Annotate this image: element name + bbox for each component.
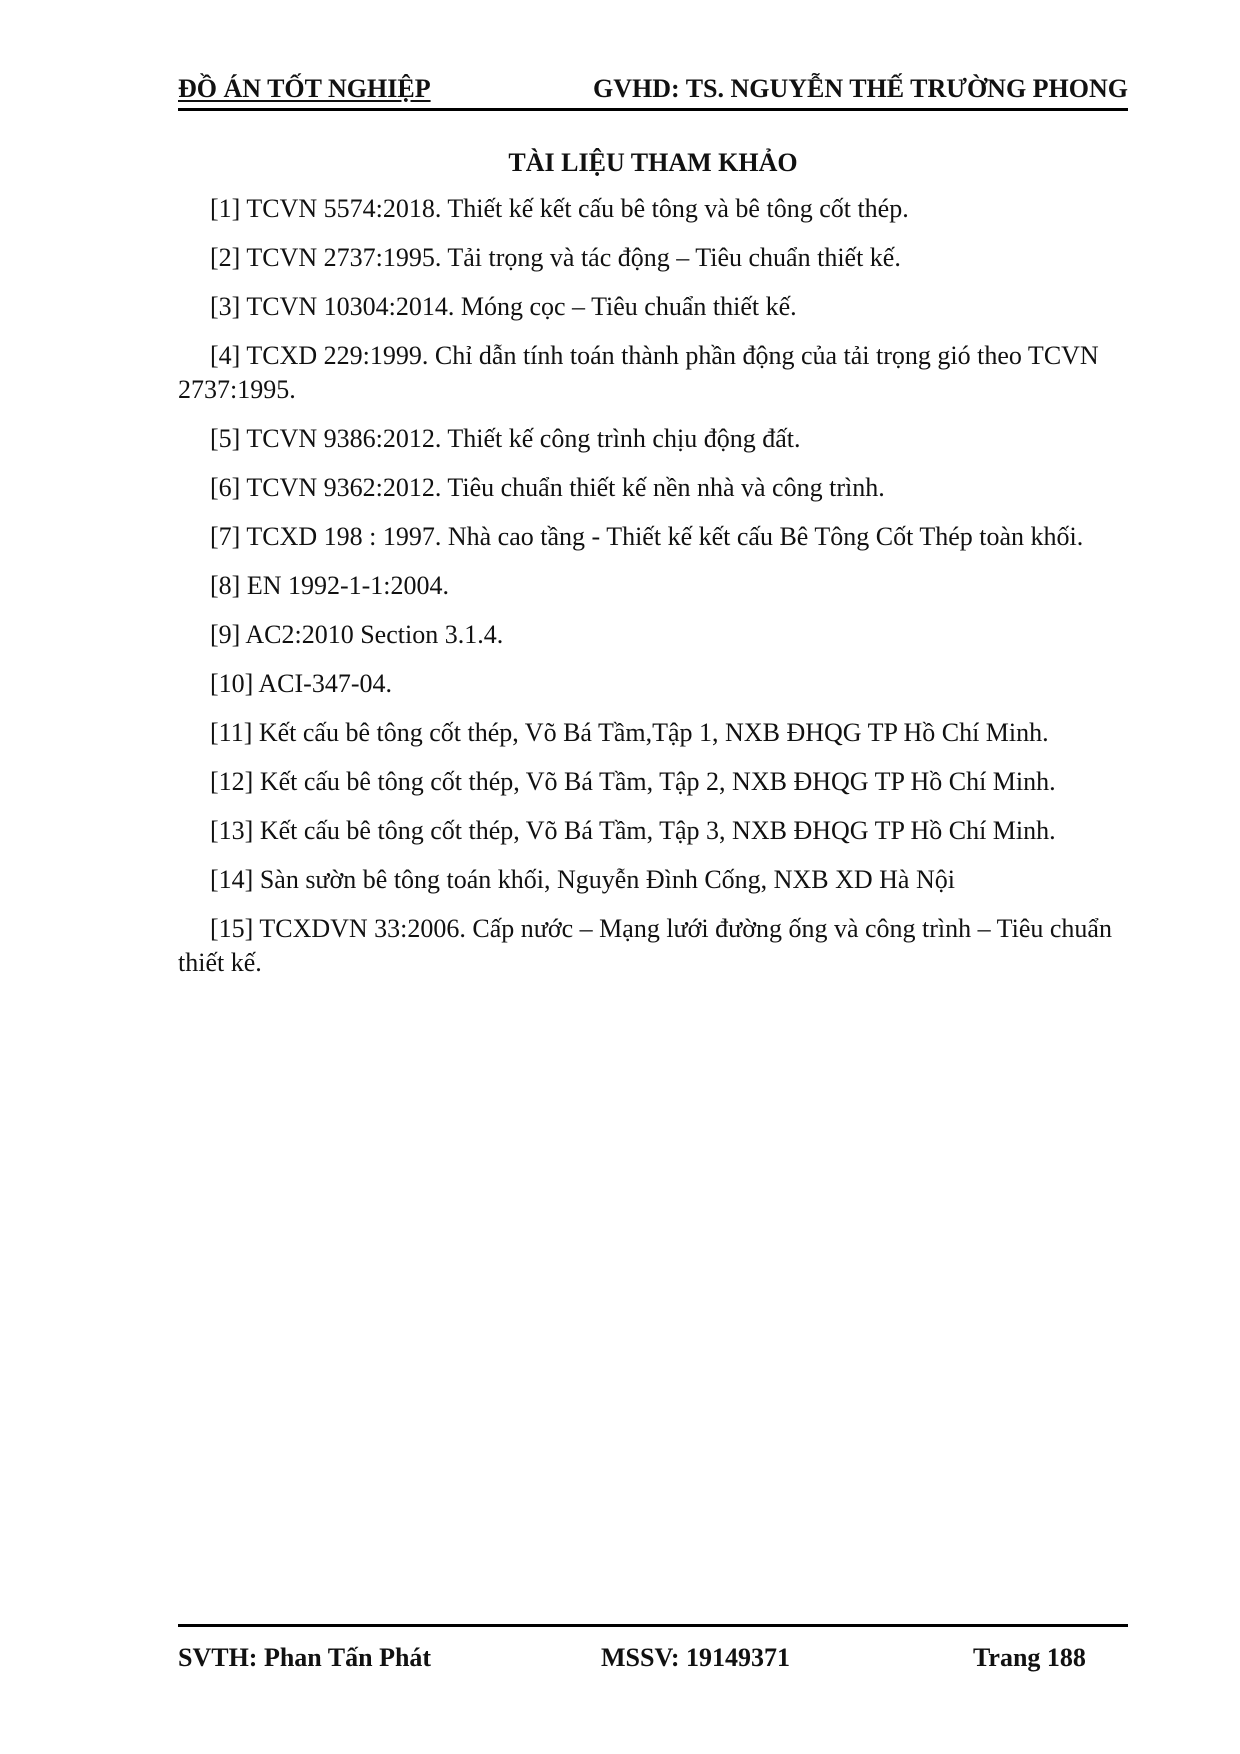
page-title: TÀI LIỆU THAM KHẢO: [508, 148, 798, 177]
reference-item-4: [4] TCXD 229:1999. Chỉ dẫn tính toán thành phần động của tải trọng gió theo TCVN 2737:1995.: [178, 341, 1099, 404]
header-document-type: ĐỒ ÁN TỐT NGHIỆP: [178, 74, 431, 103]
reference-item-11: [11] Kết cấu bê tông cốt thép, Võ Bá Tầm,Tập 1, NXB ĐHQG TP Hồ Chí Minh.: [210, 718, 1049, 747]
footer-student-id: MSSV: 19149371: [601, 1643, 791, 1672]
reference-item-3: [3] TCVN 10304:2014. Móng cọc – Tiêu chuẩn thiết kế.: [210, 292, 797, 321]
page-footer: [178, 1624, 1128, 1672]
reference-item-8: [8] EN 1992-1-1:2004.: [210, 571, 450, 600]
reference-item-12: [12] Kết cấu bê tông cốt thép, Võ Bá Tầm, Tập 2, NXB ĐHQG TP Hồ Chí Minh.: [210, 767, 1056, 796]
footer-student-name: SVTH: Phan Tấn Phát: [178, 1643, 432, 1672]
reference-item-15: [15] TCXDVN 33:2006. Cấp nước – Mạng lưới đường ống và công trình – Tiêu chuẩn thiết kế.: [178, 914, 1112, 977]
reference-item-7: [7] TCXD 198 : 1997. Nhà cao tầng - Thiết kế kết cấu Bê Tông Cốt Thép toàn khối.: [210, 522, 1084, 551]
header-advisor: GVHD: TS. NGUYỄN THẾ TRƯỜNG PHONG: [593, 74, 1128, 103]
reference-item-9: [9] AC2:2010 Section 3.1.4.: [210, 620, 504, 649]
reference-item-10: [10] ACI-347-04.: [210, 669, 392, 698]
reference-item-2: [2] TCVN 2737:1995. Tải trọng và tác động – Tiêu chuẩn thiết kế.: [210, 243, 901, 272]
reference-item-6: [6] TCVN 9362:2012. Tiêu chuẩn thiết kế nền nhà và công trình.: [210, 473, 885, 502]
reference-item-14: [14] Sàn sườn bê tông toán khối, Nguyễn Đình Cống, NXB XD Hà Nội: [210, 865, 955, 894]
page-header: [178, 72, 1128, 111]
reference-list: [178, 192, 1128, 995]
reference-item-13: [13] Kết cấu bê tông cốt thép, Võ Bá Tầm, Tập 3, NXB ĐHQG TP Hồ Chí Minh.: [210, 816, 1056, 845]
footer-page-number: Trang 188: [973, 1643, 1086, 1672]
reference-item-1: [1] TCVN 5574:2018. Thiết kế kết cấu bê tông và bê tông cốt thép.: [210, 194, 909, 223]
reference-item-5: [5] TCVN 9386:2012. Thiết kế công trình chịu động đất.: [210, 424, 801, 453]
